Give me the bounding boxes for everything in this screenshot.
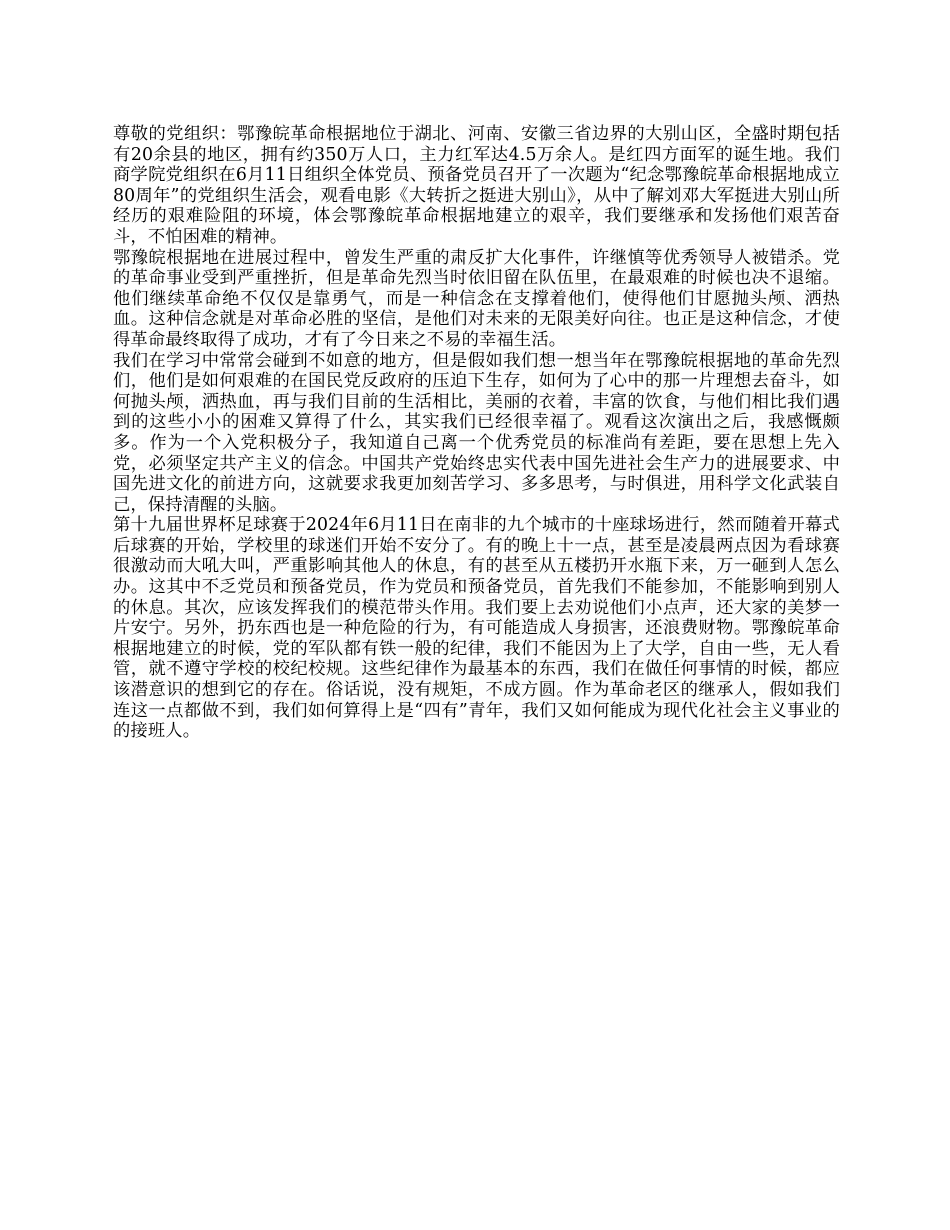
paragraph-4: 第十九届世界杯足球赛于2024年6月11日在南非的九个城市的十座球场进行，然而随着开幕式后球赛的开始，学校里的球迷们开始不安分了。有的晚上十一点，甚至是凌晨两点因为看球赛很激动而大吼大叫，严重影响其他人的休息，有的甚至从五楼扔开水瓶下来，万一砸到人怎么办。这其中不乏党员和预备党员，作为党员和预备党员，首先我们不能参加，不能影响到别人的休息。其次，应该发挥我们的模范带头作用。我们要上去劝说他们小点声，还大家的美梦一片安宁。另外，扔东西也是一种危险的行为，有可能造成人身损害，还浪费财物。鄂豫皖革命根据地建立的时候，党的军队都有铁一般的纪律，我们不能因为上了大学，自由一些，无人看管，就不遵守学校的校纪校规。这些纪律作为最基本的东西，我们在做任何事情的时候，都应该潜意识的想到它的存在。俗话说，没有规矩，不成方圆。作为革命老区的继承人，假如我们连这一点都做不到，我们如何算得上是“四有”青年，我们又如何能成为现代化社会主义事业的的接班人。	[113, 515, 840, 742]
document-page	[113, 124, 840, 742]
paragraph-1: 尊敬的党组织：鄂豫皖革命根据地位于湖北、河南、安徽三省边界的大别山区，全盛时期包括有20余县的地区，拥有约350万人口，主力红军达4.5万余人。是红四方面军的诞生地。我们商学院党组织在6月11日组织全体党员、预备党员召开了一次题为“纪念鄂豫皖革命根据地成立80周年”的党组织生活会，观看电影《大转折之挺进大别山》，从中了解刘邓大军挺进大别山所经历的艰难险阻的环境，体会鄂豫皖革命根据地建立的艰辛，我们要继承和发扬他们艰苦奋斗，不怕困难的精神。	[113, 124, 840, 247]
paragraph-2: 鄂豫皖根据地在进展过程中，曾发生严重的肃反扩大化事件，许继慎等优秀领导人被错杀。党的革命事业受到严重挫折，但是革命先烈当时依旧留在队伍里，在最艰难的时候也决不退缩。他们继续革命绝不仅仅是靠勇气，而是一种信念在支撑着他们，使得他们甘愿抛头颅、洒热血。这种信念就是对革命必胜的坚信，是他们对未来的无限美好向往。也正是这种信念，才使得革命最终取得了成功，才有了今日来之不易的幸福生活。	[113, 247, 840, 350]
paragraph-3: 我们在学习中常常会碰到不如意的地方，但是假如我们想一想当年在鄂豫皖根据地的革命先烈们，他们是如何艰难的在国民党反政府的压迫下生存，如何为了心中的那一片理想去奋斗，如何抛头颅，洒热血，再与我们目前的生活相比，美丽的衣着，丰富的饮食，与他们相比我们遇到的这些小小的困难又算得了什么，其实我们已经很幸福了。观看这次演出之后，我感慨颇多。作为一个入党积极分子，我知道自己离一个优秀党员的标准尚有差距，要在思想上先入党，必须坚定共产主义的信念。中国共产党始终忠实代表中国先进社会生产力的进展要求、中国先进文化的前进方向，这就要求我更加刻苦学习、多多思考，与时俱进，用科学文化武装自己，保持清醒的头脑。	[113, 350, 840, 515]
